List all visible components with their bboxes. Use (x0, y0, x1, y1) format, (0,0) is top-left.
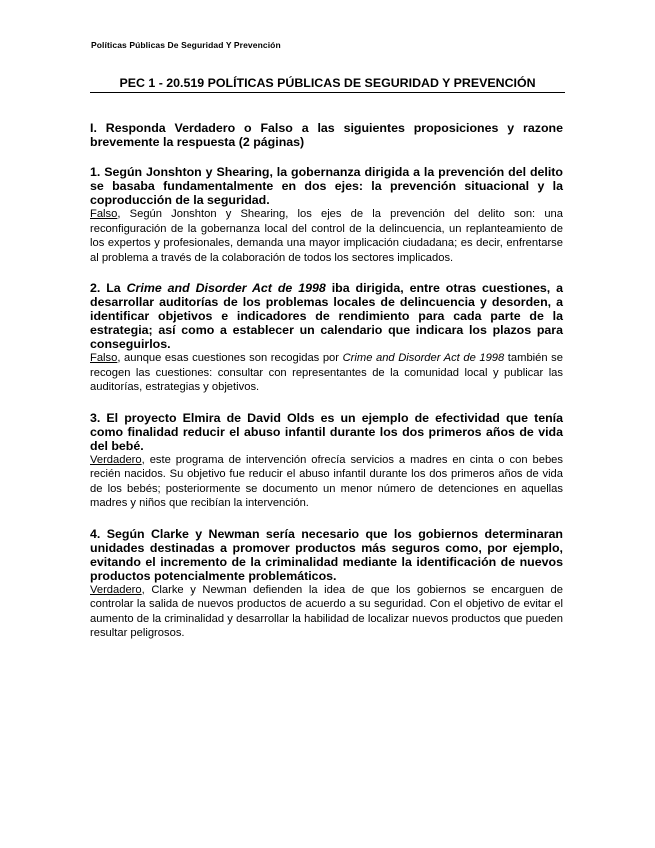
verdict-label: Verdadero (90, 453, 142, 466)
running-header: Políticas Públicas De Seguridad Y Prevención (91, 40, 281, 50)
act-title-italic: Crime and Disorder Act de 1998 (126, 281, 326, 295)
question-2 (90, 281, 563, 395)
document-title: PEC 1 - 20.519 POLÍTICAS PÚBLICAS DE SEGURIDAD Y PREVENCIÓN (90, 76, 565, 93)
question-1 (90, 165, 563, 265)
document-body (90, 121, 563, 657)
question-text-suffix: iba dirigida, entre otras cuestiones, a desarrollar auditorías de los problemas locales de delincuencia y desorden, a identificar objetivos e indicadores de rendimiento para cada parte de la estrategia; así como a establecer un calendario que indicara los plazos para conseguirlos. (90, 281, 563, 351)
answer-text: , este programa de intervención ofrecía servicios a madres en cinta o con bebes recién nacidos. Su objetivo fue reducir el abuso infantil durante los dos primeros años de vida de los bebés; posteriormente se documento un menor número de detenciones en aquellas madres y niños que recibían la intervención. (90, 453, 563, 509)
question-text: 4. Según Clarke y Newman sería necesario que los gobiernos determinaran unidades destinadas a promover productos más seguros como, por ejemplo, evitando el incremento de la criminalidad mediante la identificación de nuevos productos potencialmente problemáticos. (90, 526, 563, 583)
verdict-label: Falso (90, 352, 118, 364)
question-3 (90, 411, 563, 511)
question-text: 3. El proyecto Elmira de David Olds es un ejemplo de efectividad que tenía como finalidad reducir el abuso infantil durante los dos primeros años de vida del bebé. (90, 410, 563, 453)
question-answer (90, 583, 563, 641)
act-title-italic: Crime and Disorder Act de 1998 (342, 352, 505, 364)
question-4 (90, 527, 563, 641)
question-answer (90, 453, 563, 511)
question-answer (90, 351, 563, 395)
question-text-prefix: 2. La (90, 281, 127, 295)
answer-text: , Clarke y Newman defienden la idea de que los gobiernos se encarguen de controlar la salida de nuevos productos de acuerdo a su seguridad. Con el objetivo de evitar el aumento de la criminalidad y desarrollar la habilidad de localizar nuevos productos que pueden resultar peligrosos. (90, 583, 563, 639)
answer-text-suffix: también se recogen las cuestiones: consultar con representantes de la comunidad local y publicar las auditorías, estrategias y objetivos. (90, 352, 563, 393)
answer-text: , Según Jonshton y Shearing, los ejes de la prevención del delito son: una reconfiguración de la gobernanza local del control de la delincuencia, un replanteamiento de los expertos y profesionales, demanda una mayor implicación ciudadana; es decir, enfrentarse al problema a través de la colaboración de todos los sectores implicados. (90, 208, 563, 264)
question-text (90, 281, 563, 351)
question-text: 1. Según Jonshton y Shearing, la gobernanza dirigida a la prevención del delito se basaba fundamentalmente en dos ejes: la prevención situacional y la coproducción de la seguridad. (90, 165, 563, 207)
answer-text-prefix: , aunque esas cuestiones son recogidas por (117, 352, 343, 364)
verdict-label: Verdadero (90, 583, 142, 596)
question-answer (90, 207, 563, 265)
instruction-text: I. Responda Verdadero o Falso a las siguientes proposiciones y razone brevemente la respuesta (2 páginas) (90, 121, 563, 149)
verdict-label: Falso (90, 208, 118, 220)
